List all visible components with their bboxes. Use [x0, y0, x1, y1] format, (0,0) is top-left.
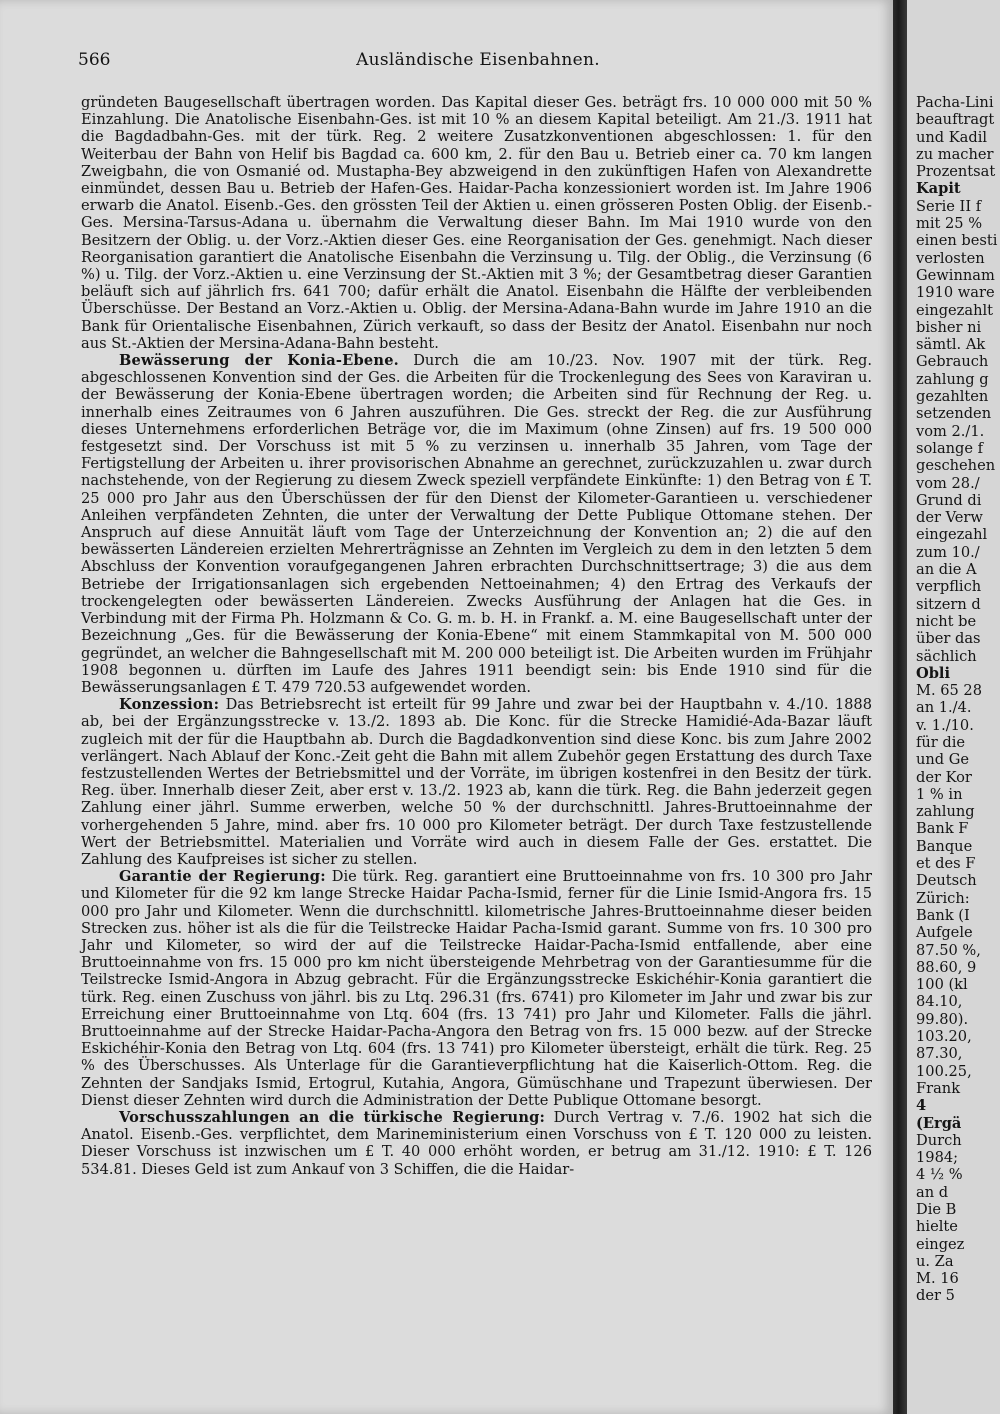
- right-page-fragment: [907, 0, 1000, 1414]
- right-column-line: an die A: [916, 561, 977, 579]
- right-column-line: 1 % in: [916, 785, 963, 803]
- right-column-line: Obli: [916, 664, 951, 682]
- right-column-line: einen besti: [916, 232, 998, 250]
- right-column-line: Serie II f: [916, 197, 982, 215]
- right-column-line: der 5: [916, 1287, 955, 1305]
- text-konzession: Das Betriebsrecht ist erteilt für 99 Jahre und zwar bei der Hauptbahn v. 4./10. 1888 ab, bei der Ergänzungsstrecke v. 13./2. 1893 ab. Die Konc. für die Strecke Hamidié-Ada-Bazar läuft zugleich mit der für die Hauptbahn ab. Durch die Bagdadkonvention sind diese Konc. bis zum Jahre 2002 verlängert. Nach Ablauf der Konc.-Zeit geht die Bahn mit allem Zubehör gegen Erstattung des durch Taxe festzustellenden Wertes der Betriebsmittel und der Vorräte, im übrigen kostenfrei in den Besitz der türk. Reg. über. Innerhalb dieser Zeit, aber erst v. 13./2. 1923 ab, kann die türk. Reg. die Bahn jederzeit gegen Zahlung einer jährl. Summe erwerben, welche 50 % der durchschnittl. Jahres-Bruttoeinnahme der vorhergehenden 5 Jahre, mind. aber frs. 10 000 pro Kilometer beträgt. Der durch Taxe festzustellende Wert der Betriebsmittel. Materialien und Vorräte wird auch in diesem Falle der Ges. erstattet. Die Zahlung des Kaufpreises ist sicher zu stellen.: [81, 696, 873, 868]
- paragraph-konzession: [81, 696, 872, 868]
- right-column-line: an d: [916, 1183, 949, 1201]
- right-column-line: 87.30,: [916, 1045, 963, 1063]
- right-column-line: vom 2./1.: [916, 422, 985, 440]
- paragraph-garantie: [81, 868, 872, 1109]
- right-column-line: 100.25,: [916, 1062, 972, 1080]
- right-column-line: sächlich: [916, 647, 977, 665]
- right-column-line: an 1./4.: [916, 699, 972, 717]
- right-column-line: bisher ni: [916, 318, 982, 336]
- right-column-line: gezahlten: [916, 388, 989, 406]
- paragraph-bewaesserung: [81, 352, 872, 696]
- right-column-line: Frank: [916, 1079, 961, 1097]
- right-column-line: über das: [916, 630, 981, 648]
- right-column-line: eingezahlt: [916, 301, 994, 319]
- right-column-line: Banque: [916, 837, 973, 855]
- right-column-line: (Ergä: [916, 1114, 962, 1132]
- page-header: [78, 50, 878, 74]
- right-column-line: 1910 ware: [916, 284, 995, 302]
- right-column-line: Pacha-Lini: [916, 94, 994, 111]
- right-column-line: Durch: [916, 1131, 962, 1149]
- right-column-line: M. 65 28: [916, 682, 982, 700]
- right-column-line: beauftragt: [916, 111, 995, 129]
- right-column-line: 88.60, 9: [916, 958, 977, 976]
- text-bewaesserung: Durch die am 10./23. Nov. 1907 mit der türk. Reg. abgeschlossenen Konvention sind der Ges. die Arbeiten für die Trockenlegung des Sees von Karaviran u. der Bewässerung der Konia-Ebene übertragen worden; die Arbeiten sind für Rechnung der Reg. u. innerhalb eines Zeitraumes von 6 Jahren auszuführen. Die Ges. streckt der Reg. die zur Ausführung dieses Unternehmens erforderlichen Beträge vor, die im Maximum (ohne Zinsen) auf frs. 19 500 000 festgesetzt sind. Der Vorschuss ist mit 5 % zu verzinsen u. innerhalb 35 Jahren, vom Tage der Fertigstellung der Arbeiten u. ihrer provisorischen Abnahme an gerechnet, zurückzuzahlen u. zwar durch nachstehende, von der Regierung zu diesem Zweck speziell verpfändete Einkünfte: 1) den Betrag von £ T. 25 000 pro Jahr aus den Überschüssen der für den Dienst der Kilometer-Garantieen u. verschiedener Anleihen verpfändeten Zehnten, die unter der Verwaltung der Dette Publique Ottomane stehen. Der Anspruch auf diese Annuität läuft vom Tage der Unterzeichnung der Konvention an; 2) die auf den bewässerten Ländereien erzielten Mehrerträgnisse an Zehnten im Vergleich zu dem in den letzten 5 dem Abschluss der Konvention voraufgegangenen Jahren erbrachten Durchschnittsertrage; 3) die aus dem Betriebe der Irrigationsanlagen sich ergebenden Nettoeinahmen; 4) den Ertrag des Verkaufs der trockengelegten oder bewässerten Ländereien. Zwecks Ausführung der Anlagen hat die Ges. in Verbindung mit der Firma Ph. Holzmann & Co. G. m. b. H. in Frankf. a. M. eine Baugesellschaft unter der Bezeichnung „Ges. für die Bewässerung der Konia-Ebene“ mit einem Stammkapital von M. 500 000 gegründet, an welcher die Bahngesellschaft mit M. 200 000 beteiligt ist. Die Arbeiten wurden im Frühjahr 1908 begonnen u. dürften im Laufe des Jahres 1911 beendigt sein: bis Ende 1910 sind für die Bewässerungsanlagen £ T. 479 720.53 aufgewendet worden.: [81, 352, 873, 696]
- right-column-line: 103.20,: [916, 1028, 972, 1046]
- heading-konzession: Konzession:: [119, 696, 220, 714]
- right-column-line: für die: [916, 733, 966, 751]
- right-column-line: zum 10./: [916, 543, 980, 561]
- right-column-line: zahlung: [916, 803, 975, 821]
- main-text-column: [81, 94, 872, 1178]
- paragraph-baugesellschaft: gründeten Baugesellschaft übertragen worden. Das Kapital dieser Ges. beträgt frs. 10 000 000 mit 50 % Einzahlung. Die Anatolische Eisenbahn-Ges. ist mit 10 % an diesem Kapital beteiligt. Am 21./3. 1911 hat die Bagdadbahn-Ges. mit der türk. Reg. 2 weitere Zusatzkonventionen abgeschlossen: 1. für den Weiterbau der Bahn von Helif bis Bagdad ca. 600 km, 2. für den Bau u. Betrieb einer ca. 70 km langen Zweigbahn, die von Osmanié od. Mustapha-Bey abzweigend in den zukünftigen Hafen von Alexandrette einmündet, dessen Bau u. Betrieb der Hafen-Ges. Haidar-Pacha konzessioniert worden ist. Im Jahre 1906 erwarb die Anatol. Eisenb.-Ges. den grössten Teil der Aktien u. einen grösseren Posten Oblig. der Eisenb.-Ges. Mersina-Tarsus-Adana u. übernahm die Verwaltung dieser Bahn. Im Mai 1910 wurde von den Besitzern der Oblig. u. der Vorz.-Aktien dieser Ges. eine Reorganisation der Ges. genehmigt. Nach dieser Reorganisation garantiert die Anatolische Eisenbahn die Verzinsung u. Tilg. der Oblig., die Verzinsung (6 %) u. Tilg. der Vorz.-Aktien u. eine Verzinsung der St.-Aktien mit 3 %; der Gesamtbetrag dieser Garantien beläuft sich auf jährlich frs. 641 700; dafür erhält die Anatol. Eisenbahn die Hälfte der verbleibenden Überschüsse. Der Bestand an Vorz.-Aktien u. Oblig. der Mersina-Adana-Bahn wurde im Jahre 1910 an die Bank für Orientalische Eisenbahnen, Zürich verkauft, so dass der Besitz der Anatol. Eisenbahn nur noch aus St.-Aktien der Mersina-Adana-Bahn besteht.: [81, 94, 872, 352]
- right-column-line: 4 ½ %: [916, 1166, 963, 1184]
- right-column-line: Die B: [916, 1201, 957, 1218]
- right-column-line: 87.50 %,: [916, 941, 981, 959]
- right-column-line: zu macher: [916, 145, 994, 163]
- right-column-line: der Kor: [916, 768, 972, 786]
- right-column-line: solange f: [916, 439, 984, 457]
- right-column-line: sitzern d: [916, 595, 981, 613]
- right-column-line: 1984;: [916, 1149, 959, 1167]
- right-column-line: Aufgele: [916, 924, 973, 942]
- right-column-line: 100 (kl: [916, 976, 968, 994]
- right-column-line: hielte: [916, 1218, 958, 1236]
- right-column-line: Zürich:: [916, 889, 970, 907]
- right-column-line: v. 1./10.: [916, 716, 974, 734]
- book-gutter: [893, 0, 907, 1414]
- text-garantie: Die türk. Reg. garantiert eine Bruttoeinnahme von frs. 10 300 pro Jahr und Kilometer für die 92 km lange Strecke Haidar Pacha-Ismid, ferner für die Linie Ismid-Angora frs. 15 000 pro Jahr und Kilometer. Wenn die durchschnittl. kilometrische Jahres-Bruttoeinnahme dieser beiden Strecken zus. höher ist als die für die Teilstrecke Haidar Pacha-Ismid garant. Summe von frs. 10 300 pro Jahr und Kilometer, so wird der auf die Teilstrecke Haidar-Pacha-Ismid entfallende, aber eine Bruttoeinnahme von frs. 15 000 pro km nicht übersteigende Mehrbetrag von der Garantiesumme für die Teilstrecke Ismid-Angora in Abzug gebracht. Für die Ergänzungsstrecke Eskichéhir-Konia garantiert die türk. Reg. einen Zuschuss von jährl. bis zu Ltq. 296.31 (frs. 6741) pro Kilometer im Jahr und zwar bis zur Erreichung einer Bruttoeinnahme von Ltq. 604 (frs. 13 741) pro Jahr und Kilometer. Falls die jährl. Bruttoeinnahme auf der Strecke Haidar-Pacha-Angora den Betrag von frs. 15 000 bezw. auf der Strecke Eskichéhir-Konia den Betrag von Ltq. 604 (frs. 13 741) pro Kilometer übersteigt, erhält die türk. Reg. 25 % des Überschusses. Als Unterlage für die Garantieverpflichtung hat die Kaiserlich-Ottom. Reg. die Zehnten der Sandjaks Ismid, Ertogrul, Kutahia, Angora, Gümüschhane und Trapezunt überwiesen. Der Dienst dieser Zehnten wird durch die Administration der Dette Publique Ottomane besorgt.: [81, 868, 873, 1109]
- right-column-line: und Ge: [916, 751, 970, 769]
- right-column-line: Grund di: [916, 491, 982, 509]
- right-column-line: mit 25 %: [916, 215, 983, 233]
- right-column-line: geschehen: [916, 457, 996, 475]
- right-column-line: verpflich: [916, 578, 982, 596]
- heading-vorschusszahlungen: Vorschusszahlungen an die türkische Regierung:: [119, 1108, 546, 1126]
- page-number: 566: [78, 50, 111, 70]
- right-column-line: Deutsch: [916, 872, 977, 890]
- right-column-line: Gebrauch: [916, 353, 989, 371]
- right-column-line: 84.10,: [916, 993, 963, 1011]
- right-column-line: 4: [916, 1097, 927, 1115]
- right-column-line: nicht be: [916, 612, 977, 630]
- text-vorschusszahlungen: Durch Vertrag v. 7./6. 1902 hat sich die Anatol. Eisenb.-Ges. verpflichtet, dem Marineministerium einen Vorschuss von £ T. 120 000 zu leisten. Dieser Vorschuss ist inzwischen um £ T. 40 000 erhöht worden, er betrug am 31./12. 1910: £ T. 126 534.81. Dieses Geld ist zum Ankauf von 3 Schiffen, die die Haidar-: [81, 1108, 872, 1178]
- right-column-line: M. 16: [916, 1270, 959, 1288]
- right-column-line: Bank (I: [916, 906, 970, 924]
- heading-bewaesserung: Bewässerung der Konia-Ebene.: [119, 352, 399, 370]
- right-column-line: sämtl. Ak: [916, 336, 986, 354]
- right-column-line: Prozentsat: [916, 163, 996, 181]
- right-column-line: Kapit: [916, 180, 961, 198]
- right-column-line: Gewinnam: [916, 266, 995, 284]
- right-column-line: setzenden: [916, 405, 992, 423]
- running-title: Ausländische Eisenbahnen.: [356, 50, 600, 70]
- right-column-line: eingezahl: [916, 526, 988, 544]
- paragraph-vorschusszahlungen: [81, 1109, 872, 1178]
- right-column-line: 99.80).: [916, 1010, 969, 1028]
- right-column-line: et des F: [916, 855, 976, 873]
- right-column-line: zahlung g: [916, 370, 989, 388]
- right-column-lines: [916, 94, 1000, 1305]
- right-column-line: vom 28./: [916, 474, 980, 492]
- heading-garantie: Garantie der Regierung:: [119, 868, 326, 886]
- right-column-line: eingez: [916, 1235, 965, 1253]
- right-column-line: der Verw: [916, 509, 983, 527]
- right-column-line: u. Za: [916, 1252, 954, 1270]
- right-column-line: und Kadil: [916, 128, 988, 146]
- right-column-line: verlosten: [916, 249, 985, 267]
- right-column-line: Bank F: [916, 820, 969, 838]
